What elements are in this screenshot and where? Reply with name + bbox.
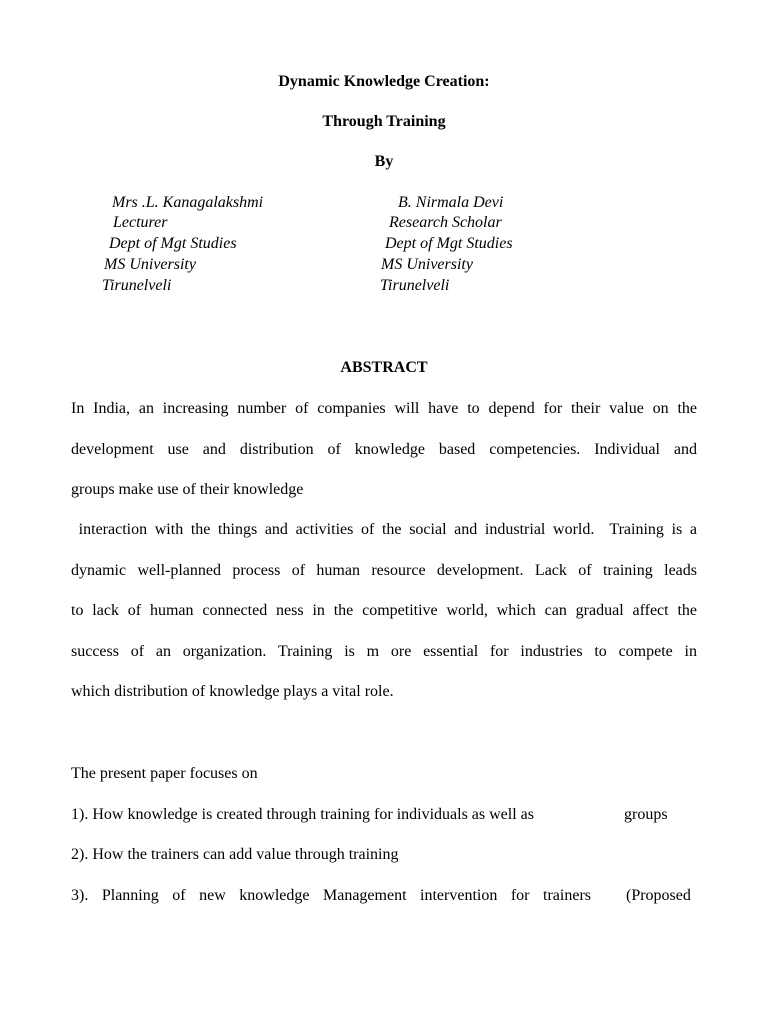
author-2-university: MS University <box>381 256 473 273</box>
abstract-line: dynamic well-planned process of human resource development. Lack of training leads <box>71 562 697 579</box>
focus-item-3-tail: (Proposed <box>626 887 691 904</box>
focus-intro: The present paper focuses on <box>71 765 258 782</box>
abstract-line: In India, an increasing number of companies will have to depend for their value on the <box>71 400 697 417</box>
author-2-name: B. Nirmala Devi <box>398 194 504 211</box>
abstract-line: groups make use of their knowledge <box>71 481 304 498</box>
title-line-1: Dynamic Knowledge Creation: <box>278 73 490 90</box>
abstract-heading: ABSTRACT <box>340 359 428 376</box>
abstract-line: which distribution of knowledge plays a vital role. <box>71 683 394 700</box>
by-label: By <box>374 153 394 170</box>
focus-item-3: 3). Planning of new knowledge Management intervention for trainers <box>71 887 591 904</box>
focus-item-1-tail: groups <box>624 806 668 823</box>
author-1-city: Tirunelveli <box>102 277 172 294</box>
focus-item-2: 2). How the trainers can add value through training <box>71 846 399 863</box>
focus-item-1: 1). How knowledge is created through training for individuals as well as <box>71 806 534 823</box>
author-1-role: Lecturer <box>113 214 168 231</box>
author-1-name: Mrs .L. Kanagalakshmi <box>112 194 264 211</box>
abstract-line: to lack of human connected ness in the competitive world, which can gradual affect the <box>71 602 697 619</box>
title-line-2: Through Training <box>322 113 446 130</box>
author-2-dept: Dept of Mgt Studies <box>385 235 513 252</box>
abstract-line: success of an organization. Training is m ore essential for industries to compete in <box>71 643 697 660</box>
abstract-line: development use and distribution of knowledge based competencies. Individual and <box>71 441 697 458</box>
author-2-city: Tirunelveli <box>380 277 450 294</box>
author-1-dept: Dept of Mgt Studies <box>109 235 237 252</box>
abstract-line: interaction with the things and activities of the social and industrial world. Training is a <box>71 521 698 538</box>
author-2-role: Research Scholar <box>389 214 502 231</box>
author-1-university: MS University <box>104 256 196 273</box>
